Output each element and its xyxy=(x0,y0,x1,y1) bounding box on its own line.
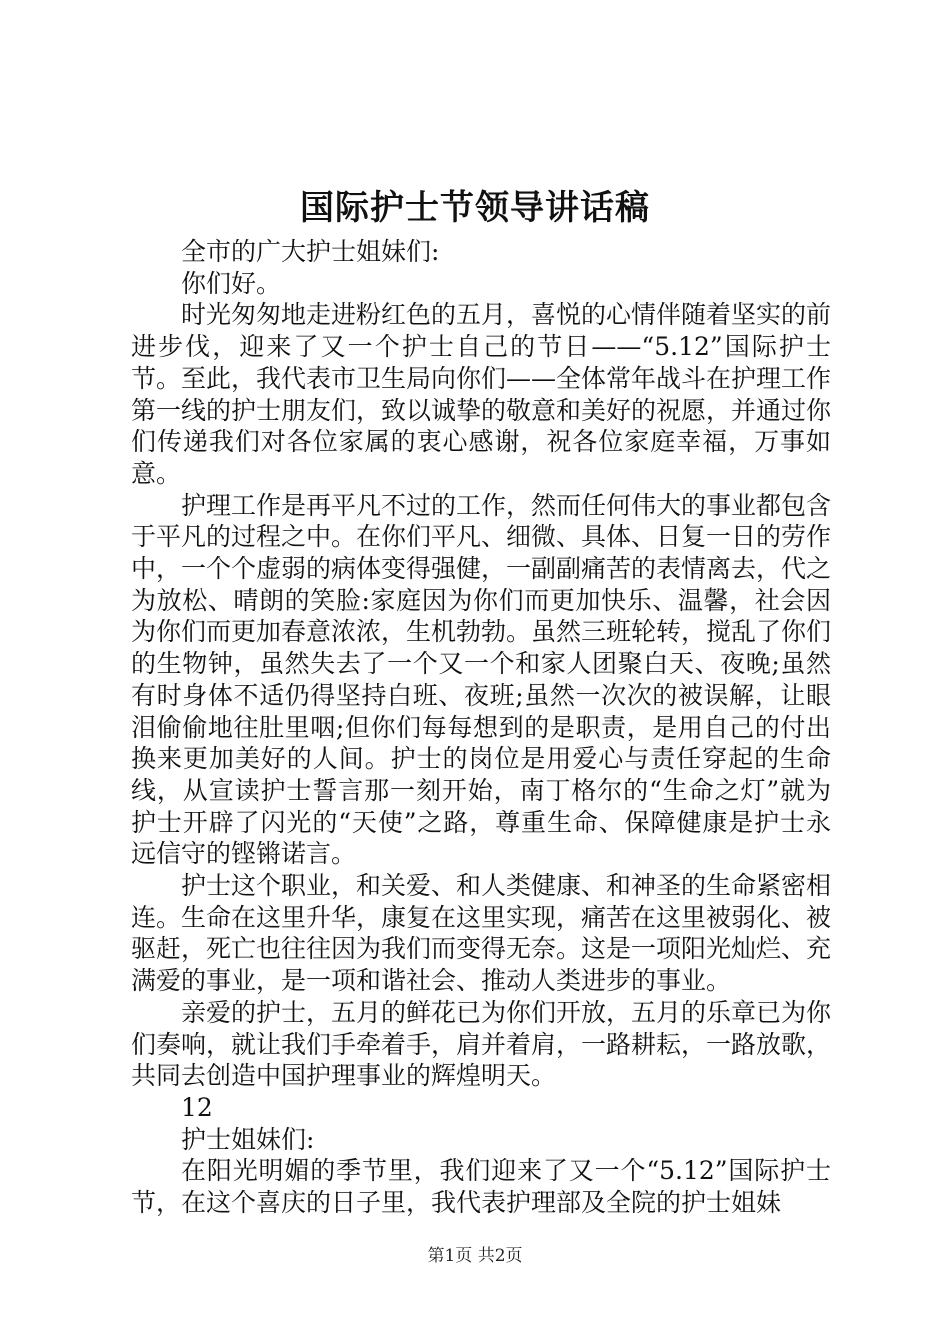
document-body xyxy=(131,236,831,1219)
page-footer: 第1页 共2页 xyxy=(427,1246,523,1266)
paragraph-4: 亲爱的护士，五月的鲜花已为你们开放，五月的乐章已为你们奏响，就让我们手牵着手，肩并着肩，一路耕耘，一路放歌，共同去创造中国护理事业的辉煌明天。 xyxy=(131,997,832,1091)
second-salutation: 护士姐妹们: xyxy=(181,1124,315,1154)
paragraph-2: 护理工作是再平凡不过的工作，然而任何伟大的事业都包含于平凡的过程之中。在你们平凡、细微、具体、日复一日的劳作中，一个个虚弱的病体变得强健，一副副痛苦的表情离去，代之为放松、晴朗的笑脸:家庭因为你们而更加快乐、温馨，社会因为你们而更加春意浓浓，生机勃勃。虽然三班轮转，搅乱了你们的生物钟，虽然失去了一个又一个和家人团聚白天、夜晚;虽然有时身体不适仍得坚持白班、夜班;虽然一次次的被误解，让眼泪偷偷地往肚里咽;但你们每每想到的是职责，是用自己的付出换来更加美好的人间。护士的岗位是用爱心与责任穿起的生命线，从宣读护士誓言那一刻开始，南丁格尔的“生命之灯”就为护士开辟了闪光的“天使”之路，尊重生命、保障健康是护士永远信守的铿锵诺言。 xyxy=(131,490,832,869)
section-number: 12 xyxy=(181,1092,213,1122)
paragraph-3: 护士这个职业，和关爱、和人类健康、和神圣的生命紧密相连。生命在这里升华，康复在这里实现，痛苦在这里被弱化、被驱赶，死亡也往往因为我们而变得无奈。这是一项阳光灿烂、充满爱的事业，是一项和谐社会、推动人类进步的事业。 xyxy=(131,871,832,996)
document-title: 国际护士节领导讲话稿 xyxy=(300,188,650,228)
greeting: 你们好。 xyxy=(181,268,282,298)
paragraph-5: 在阳光明媚的季节里，我们迎来了又一个“5.12”国际护士节，在这个喜庆的日子里，我代表护理部及全院的护士姐妹 xyxy=(131,1156,831,1218)
salutation: 全市的广大护士姐妹们: xyxy=(181,237,440,266)
paragraph-1: 时光匆匆地走进粉红色的五月，喜悦的心情伴随着坚实的前进步伐，迎来了又一个护士自己的节日——“5.12”国际护士节。至此，我代表市卫生局向你们——全体常年战斗在护理工作第一线的护士朋友们，致以诚挚的敬意和美好的祝愿，并通过你们传递我们对各位家属的衷心感谢，祝各位家庭幸福，万事如意。 xyxy=(131,300,832,488)
